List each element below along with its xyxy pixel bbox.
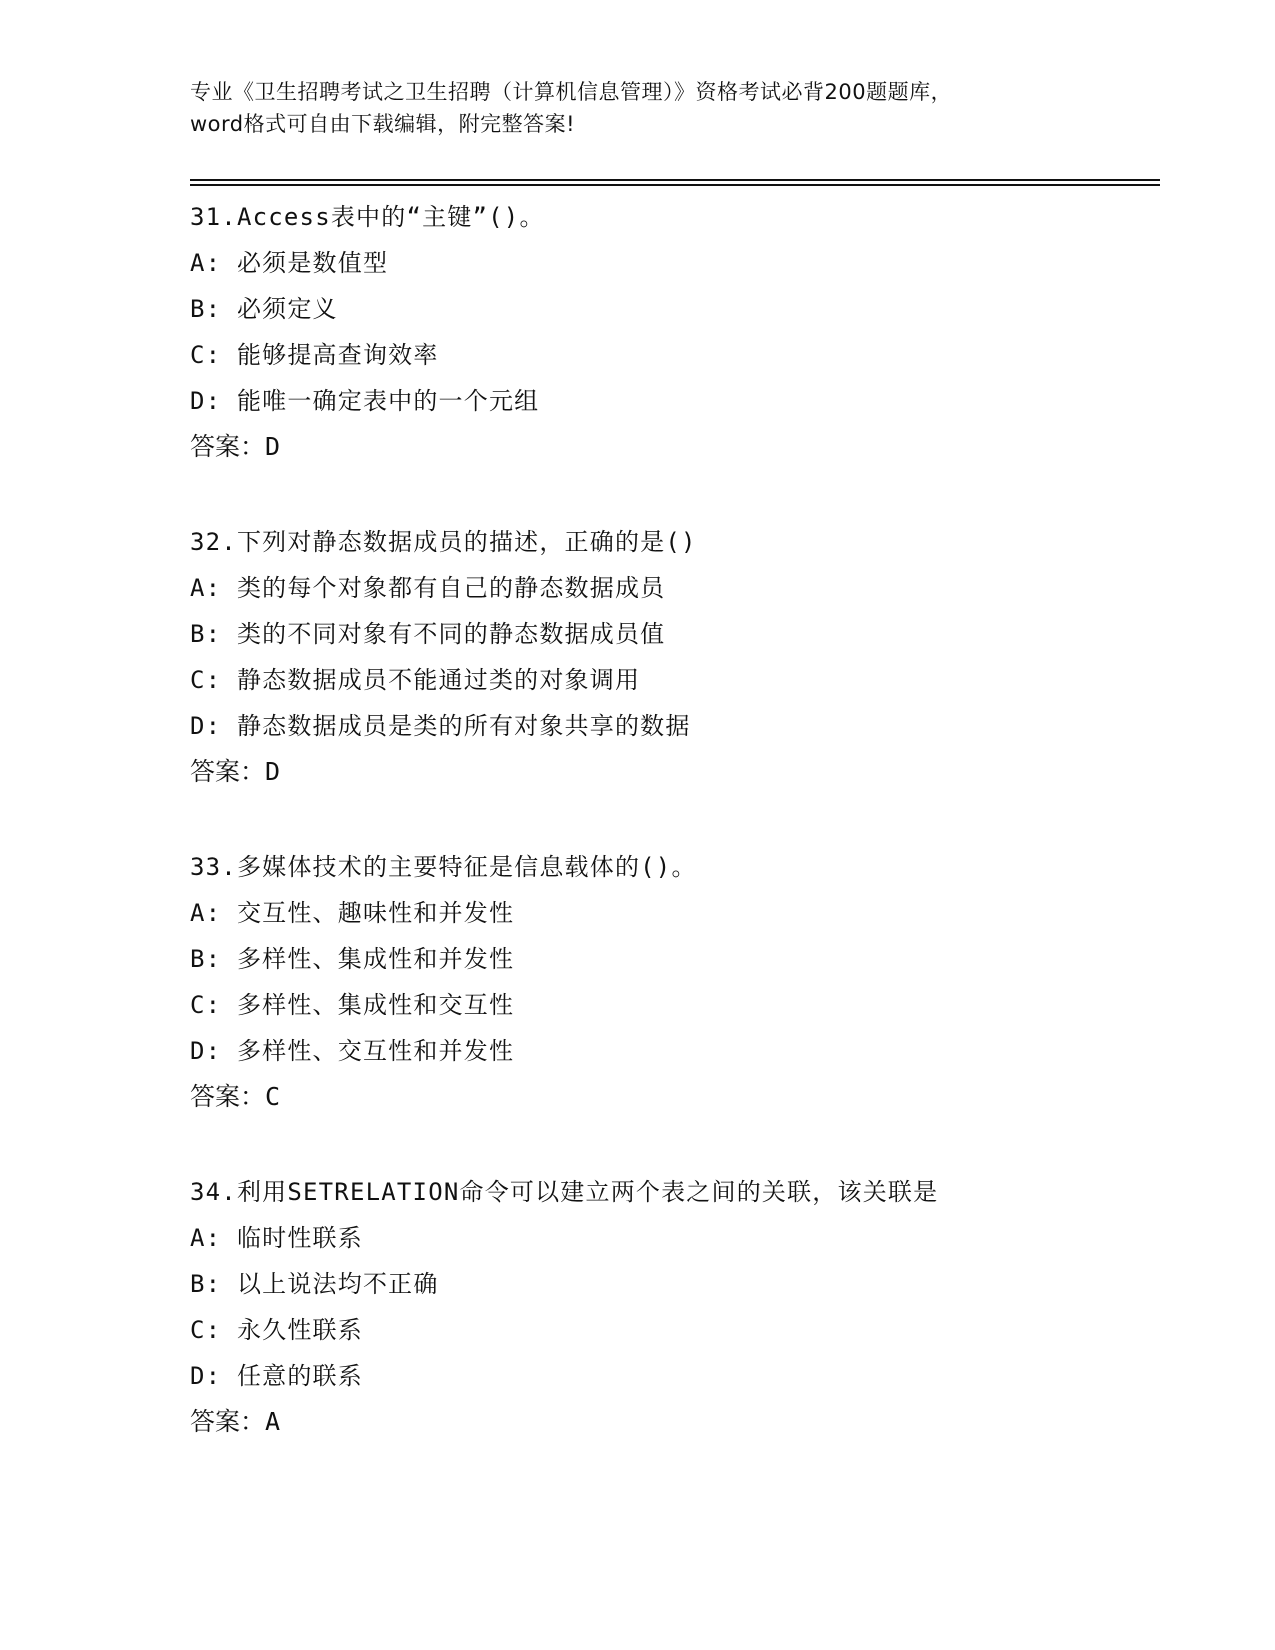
document-header: [190, 76, 1090, 140]
option-a: A: 类的每个对象都有自己的静态数据成员: [190, 574, 666, 602]
option-a: A: 必须是数值型: [190, 249, 389, 277]
answer-label: 答案：: [190, 757, 266, 786]
header-line-2: word格式可自由下载编辑，附完整答案!: [190, 112, 576, 136]
question-stem: 31.Access表中的“主键”()。: [190, 203, 545, 231]
answer-label: 答案：: [190, 432, 266, 461]
option-c: C: 多样性、集成性和交互性: [190, 991, 515, 1019]
header-divider-bottom: [190, 184, 1160, 186]
option-d: D: 任意的联系: [190, 1362, 363, 1390]
option-b: B: 以上说法均不正确: [190, 1270, 439, 1298]
answer-line: [190, 749, 1160, 795]
question-list: [190, 194, 1160, 1445]
question-31: [190, 194, 1160, 470]
question-32: [190, 519, 1160, 795]
option-b: B: 多样性、集成性和并发性: [190, 945, 515, 973]
option-d: D: 多样性、交互性和并发性: [190, 1037, 515, 1065]
question-stem: 34.利用SETRELATION命令可以建立两个表之间的关联，该关联是: [190, 1178, 939, 1206]
option-c: C: 静态数据成员不能通过类的对象调用: [190, 666, 641, 694]
answer-line: [190, 1074, 1160, 1120]
option-c: C: 永久性联系: [190, 1316, 363, 1344]
answer-value: D: [265, 432, 281, 461]
option-c: C: 能够提高查询效率: [190, 341, 439, 369]
header-divider-top: [190, 179, 1160, 181]
answer-line: [190, 424, 1160, 470]
question-stem: 33.多媒体技术的主要特征是信息载体的()。: [190, 853, 697, 881]
answer-line: [190, 1399, 1160, 1445]
question-spacer: [190, 470, 1160, 519]
question-spacer: [190, 1120, 1160, 1169]
question-spacer: [190, 795, 1160, 844]
answer-value: A: [265, 1407, 281, 1436]
option-b: B: 类的不同对象有不同的静态数据成员值: [190, 620, 666, 648]
answer-value: C: [265, 1082, 281, 1111]
question-stem: 32.下列对静态数据成员的描述，正确的是(): [190, 528, 697, 556]
answer-label: 答案：: [190, 1082, 266, 1111]
option-b: B: 必须定义: [190, 295, 338, 323]
question-34: [190, 1169, 1160, 1445]
question-33: [190, 844, 1160, 1120]
option-d: D: 能唯一确定表中的一个元组: [190, 387, 540, 415]
answer-value: D: [265, 757, 281, 786]
answer-label: 答案：: [190, 1407, 266, 1436]
option-d: D: 静态数据成员是类的所有对象共享的数据: [190, 712, 691, 740]
option-a: A: 交互性、趣味性和并发性: [190, 899, 515, 927]
option-a: A: 临时性联系: [190, 1224, 363, 1252]
header-line-1: 专业《卫生招聘考试之卫生招聘（计算机信息管理）》资格考试必背200题题库，: [190, 80, 953, 104]
